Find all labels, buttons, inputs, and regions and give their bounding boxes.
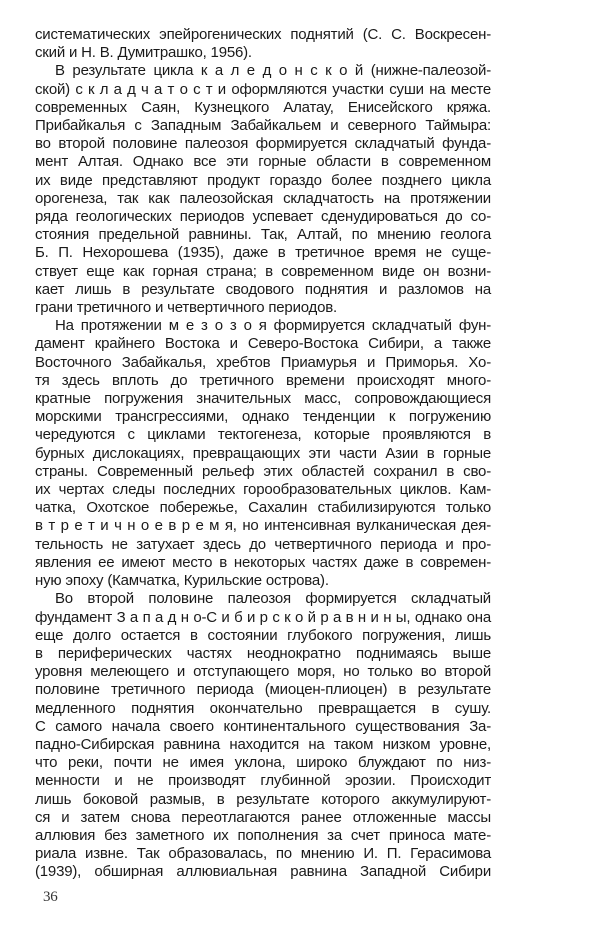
- text-line: чатка, Охотское побережье, Сахалин стабилизируются только: [35, 499, 491, 517]
- text-line: ской) с к л а д ч а т о с т и оформляются участки суши на месте: [35, 80, 491, 98]
- text-line: В результате цикла к а л е д о н с к о й (нижне-палеозой-: [55, 62, 491, 80]
- text-lines: [35, 26, 491, 882]
- text-line: падно-Сибирская равнина находится на таком низком уровне,: [35, 735, 491, 753]
- text-line: Б. П. Нехорошева (1935), даже в третичное время не суще-: [35, 244, 491, 262]
- text-line: менности и не производят глубинной эрозии. Происходит: [35, 772, 491, 790]
- text-line: во второй половине палеозоя формируется складчатый фунда-: [35, 135, 491, 153]
- text-line: риала извне. Так образовалась, по мнению И. П. Герасимова: [35, 845, 491, 863]
- text-line: дамент крайнего Востока и Северо-Востока Сибири, а также: [35, 335, 491, 353]
- text-line: Прибайкалья с Западным Забайкальем и северного Таймыра:: [35, 117, 491, 135]
- text-line: еще долго остается в состоянии глубокого погружения, лишь: [35, 626, 491, 644]
- text-line: грани третичного и четвертичного периодов.: [35, 299, 337, 317]
- page-body-text: [35, 26, 491, 906]
- text-line: современных Саян, Кузнецкого Алатау, Енисейского кряжа.: [35, 98, 491, 116]
- text-line: ствует еще как горная страна; в современном виде он возни-: [35, 262, 491, 280]
- text-line: их чертах следы последних горообразовательных циклов. Кам-: [35, 481, 491, 499]
- page-number: 36: [43, 888, 58, 905]
- text-line: что реки, почти не имея уклона, широко блуждают по низ-: [35, 754, 491, 772]
- text-line: На протяжении м е з о з о я формируется складчатый фун-: [55, 317, 491, 335]
- text-line: (1939), обширная аллювиальная равнина Западной Сибири: [35, 863, 491, 881]
- text-line: С самого начала своего континентального существования За-: [35, 717, 491, 735]
- text-line: мент Алтая. Однако все эти горные области в современном: [35, 153, 491, 171]
- text-line: орогенеза, так как палеозойская складчатость на протяжении: [35, 189, 491, 207]
- text-line: фундамент З а п а д н о-С и б и р с к о й р а в н и н ы, однако она: [35, 608, 491, 626]
- text-line: ную эпоху (Камчатка, Курильские острова).: [35, 572, 329, 590]
- text-line: Восточного Забайкалья, хребтов Приамурья и Приморья. Хо-: [35, 353, 491, 371]
- text-line: чередуются с циклами тектогенеза, которые проявляются в: [35, 426, 491, 444]
- text-line: кратные погружения значительных масс, сопровождающиеся: [35, 390, 491, 408]
- text-line: уровня мелеющего и отступающего моря, но только во второй: [35, 663, 491, 681]
- text-line: лишь боковой размыв, в результате которого аккумулируют-: [35, 790, 491, 808]
- text-line: медленного поднятия окончательно превращается в сушу.: [35, 699, 491, 717]
- text-line: бурных дислокациях, превращающих эти части Азии в горные: [35, 444, 491, 462]
- text-line: половине третичного периода (миоцен-плиоцен) в результате: [35, 681, 491, 699]
- text-line: ский и Н. В. Думитрашко, 1956).: [35, 44, 252, 62]
- text-line: аллювия без заметного их пополнения за счет приноса мате-: [35, 826, 491, 844]
- text-line: Во второй половине палеозоя формируется складчатый: [55, 590, 491, 608]
- text-line: их виде представляют продукт гораздо более позднего цикла: [35, 171, 491, 189]
- text-line: систематических эпейрогенических поднятий (С. С. Воскресен-: [35, 26, 491, 43]
- text-line: стояния предельной равнины. Так, Алтай, по мнению геолога: [35, 226, 491, 244]
- text-line: страны. Современный рельеф этих областей сохранил в сво-: [35, 462, 491, 480]
- text-line: в т р е т и ч н о е в р е м я, но интенсивная вулканическая дея-: [35, 517, 491, 535]
- text-line: явления ее имеют место в некоторых частях даже в современ-: [35, 553, 491, 571]
- text-line: ся и затем снова переотлагаются ранее отложенные массы: [35, 808, 491, 826]
- text-line: тельность не затухает здесь до четвертичного периода и про-: [35, 535, 491, 553]
- text-line: морскими трансгрессиями, однако тенденции к погружению: [35, 408, 491, 426]
- text-line: ряда геологических периодов успевает сденудироваться до со-: [35, 208, 491, 226]
- text-line: кает лишь в результате сводового поднятия и разломов на: [35, 280, 491, 298]
- text-line: тя здесь вплоть до третичного времени происходят много-: [35, 371, 491, 389]
- text-line: в периферических частях неоднократно поднимаясь выше: [35, 644, 491, 662]
